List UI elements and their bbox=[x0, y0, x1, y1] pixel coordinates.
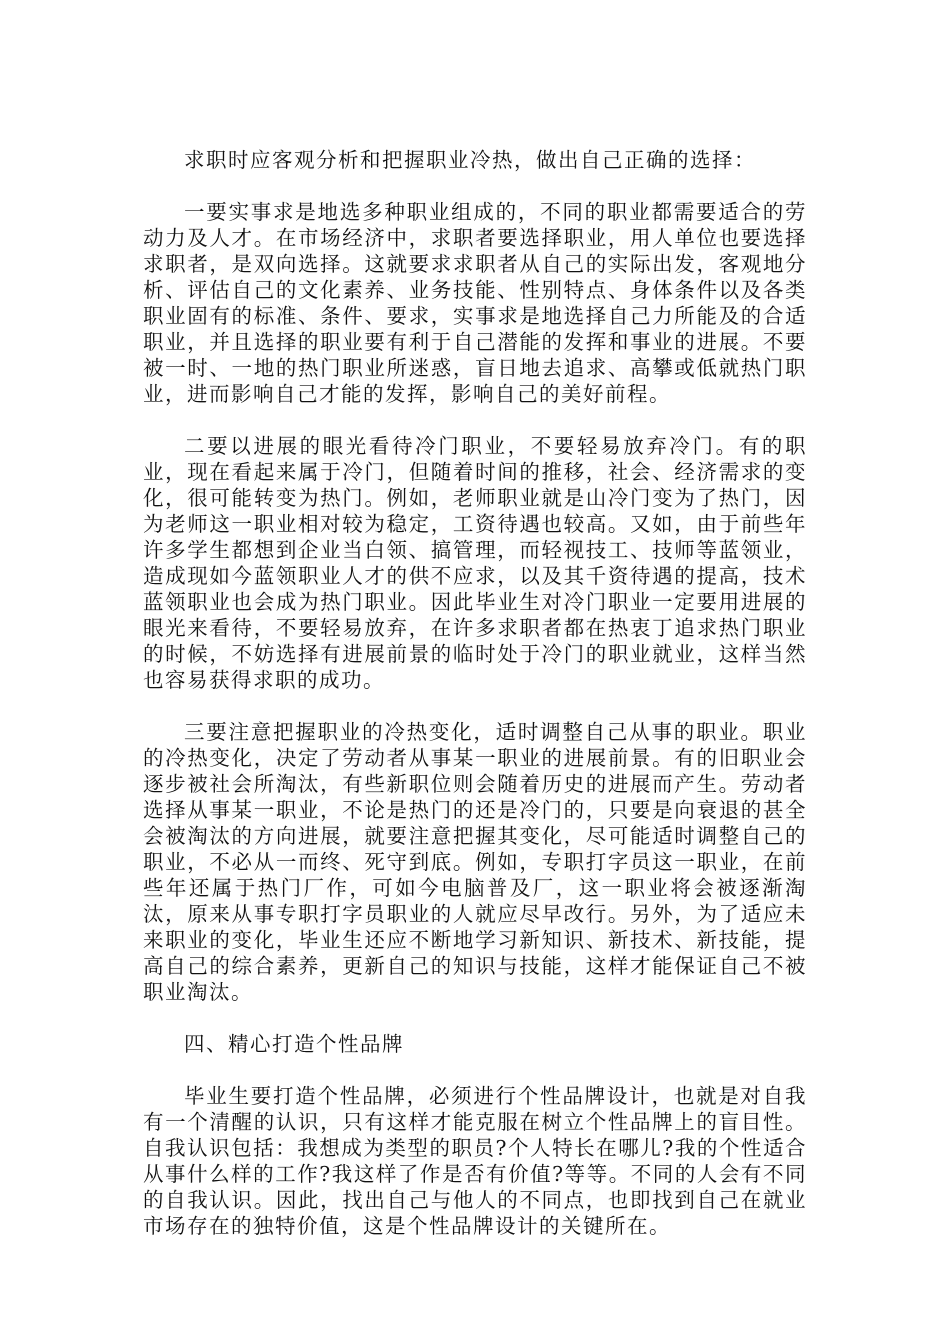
paragraph-intro: 求职时应客观分析和把握职业冷热，做出自己正确的选择： bbox=[184, 148, 756, 172]
document-page bbox=[143, 147, 807, 1265]
section-heading: 四、精心打造个性品牌 bbox=[184, 1032, 404, 1056]
paragraph-personal-brand: 毕业生要打造个性品牌，必须进行个性品牌设计，也就是对自我有一个清醒的认识，只有这样才能克服在树立个性品牌上的盲目性。自我认识包括：我想成为类型的职员?个人特长在哪儿?我的个性适合从事什么样的工作?我这样了作是否有价值?等等。不同的人会有不同的自我认识。因此，找出自己与他人的不同点，也即找到自己在就业市场存在的独特价值，这是个性品牌设计的关键所在。 bbox=[143, 1084, 807, 1238]
paragraph-point-one: 一要实事求是地选多种职业组成的，不同的职业都需要适合的劳动力及人才。在市场经济中，求职者要选择职业，用人单位也要选择求职者，是双向选择。这就要求求职者从自己的实际出发，客观地分析、评估自己的文化素养、业务技能、性别特点、身体条件以及各类职业固有的标准、条件、要求，实事求是地选择自己力所能及的合适职业，并且选择的职业要有利于自己潜能的发挥和事业的进展。不要被一时、一地的热门职业所迷惑，盲日地去追求、高攀或低就热门职业，进而影响自己才能的发挥，影响自己的美好前程。 bbox=[143, 200, 807, 406]
paragraph-point-three: 三要注意把握职业的冷热变化，适时调整自己从事的职业。职业的冷热变化，决定了劳动者从事某一职业的进展前景。有的旧职业会逐步被社会所淘汰，有些新职位则会随着历史的进展而产生。劳动者选择从事某一职业，不论是热门的还是冷门的，只要是向衰退的甚全会被淘汰的方向进展，就要注意把握其变化，尽可能适时调整自己的职业，不必从一而终、死守到底。例如，专职打字员这一职业，在前些年还属于热门厂作，可如今电脑普及厂，这一职业将会被逐渐淘汰，原来从事专职打字员职业的人就应尽早改行。另外，为了适应未来职业的变化，毕业生还应不断地学习新知识、新技术、新技能，提高自己的综合素养，更新自己的知识与技能，这样才能保证自己不被职业淘汰。 bbox=[143, 720, 807, 1004]
paragraph-point-two: 二要以进展的眼光看待冷门职业，不要轻易放弃冷门。有的职业，现在看起来属于冷门，但随着时间的推移，社会、经济需求的变化，很可能转变为热门。例如，老师职业就是山冷门变为了热门，因为老师这一职业相对较为稳定，工资待遇也较高。又如，由于前些年许多学生都想到企业当白领、搞管理，而轻视技工、技师等蓝领业，造成现如今蓝领职业人才的供不应求，以及其千资待遇的提高，技术蓝领职业也会成为热门职业。因此毕业生对冷门职业一定要用进展的眼光来看待，不要轻易放弃，在许多求职者都在热衷丁追求热门职业的时候，不妨选择有进展前景的临时处于冷门的职业就业，这样当然也容易获得求职的成功。 bbox=[143, 434, 807, 692]
